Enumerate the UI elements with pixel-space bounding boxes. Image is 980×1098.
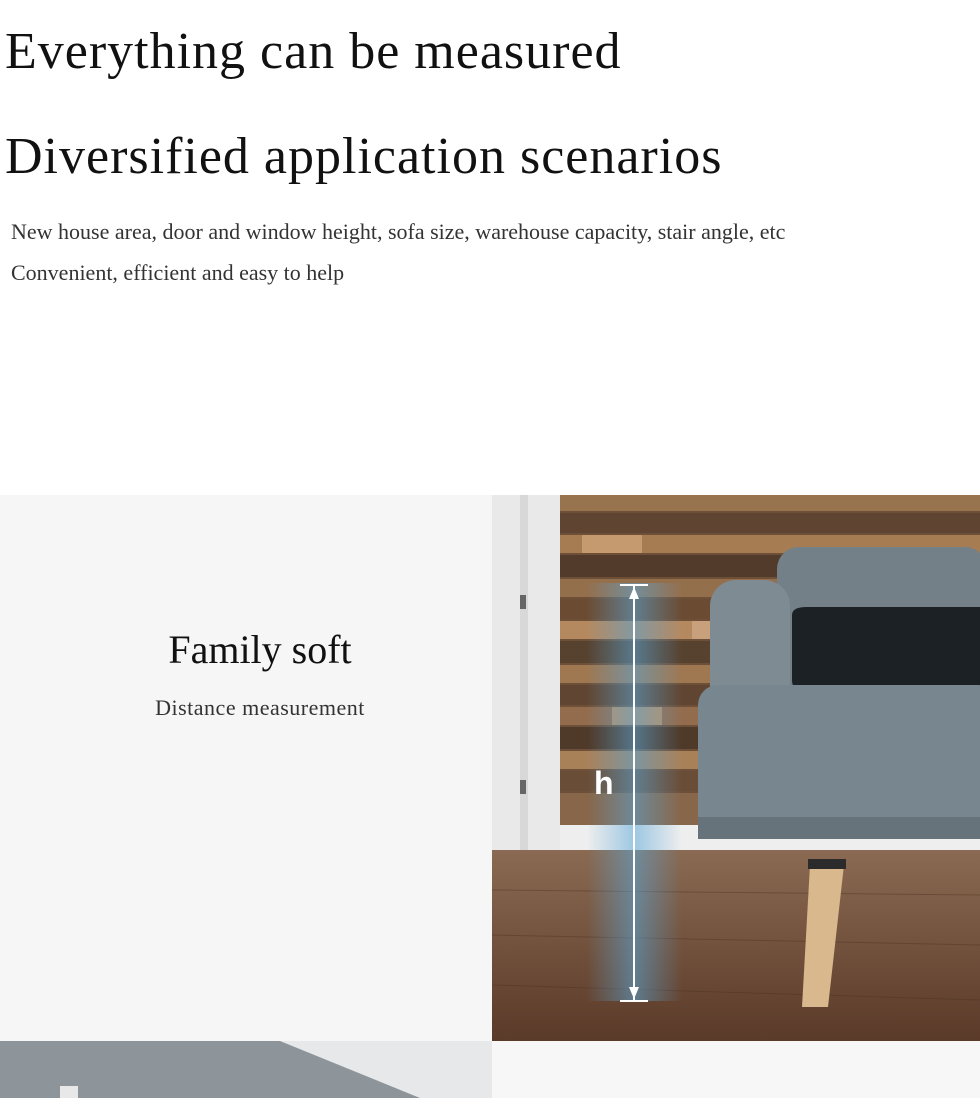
scenario-title: Family soft: [168, 627, 352, 672]
page-title: Everything can be measured: [5, 23, 622, 80]
faded-text-strip: [40, 380, 940, 400]
description-line-2: Convenient, efficient and easy to help: [11, 260, 345, 285]
height-label: h: [594, 765, 614, 801]
scenario-subtitle: Distance measurement: [155, 695, 365, 720]
page-subtitle: Diversified application scenarios: [5, 128, 723, 185]
sofa-photo: [492, 495, 980, 1041]
scenario-tile-empty: [492, 1041, 980, 1098]
room-photo: [0, 1041, 492, 1098]
description-line-1: New house area, door and window height, sofa size, warehouse capacity, stair angle, etc: [11, 219, 786, 244]
scenario-tile-text: [0, 495, 492, 1041]
